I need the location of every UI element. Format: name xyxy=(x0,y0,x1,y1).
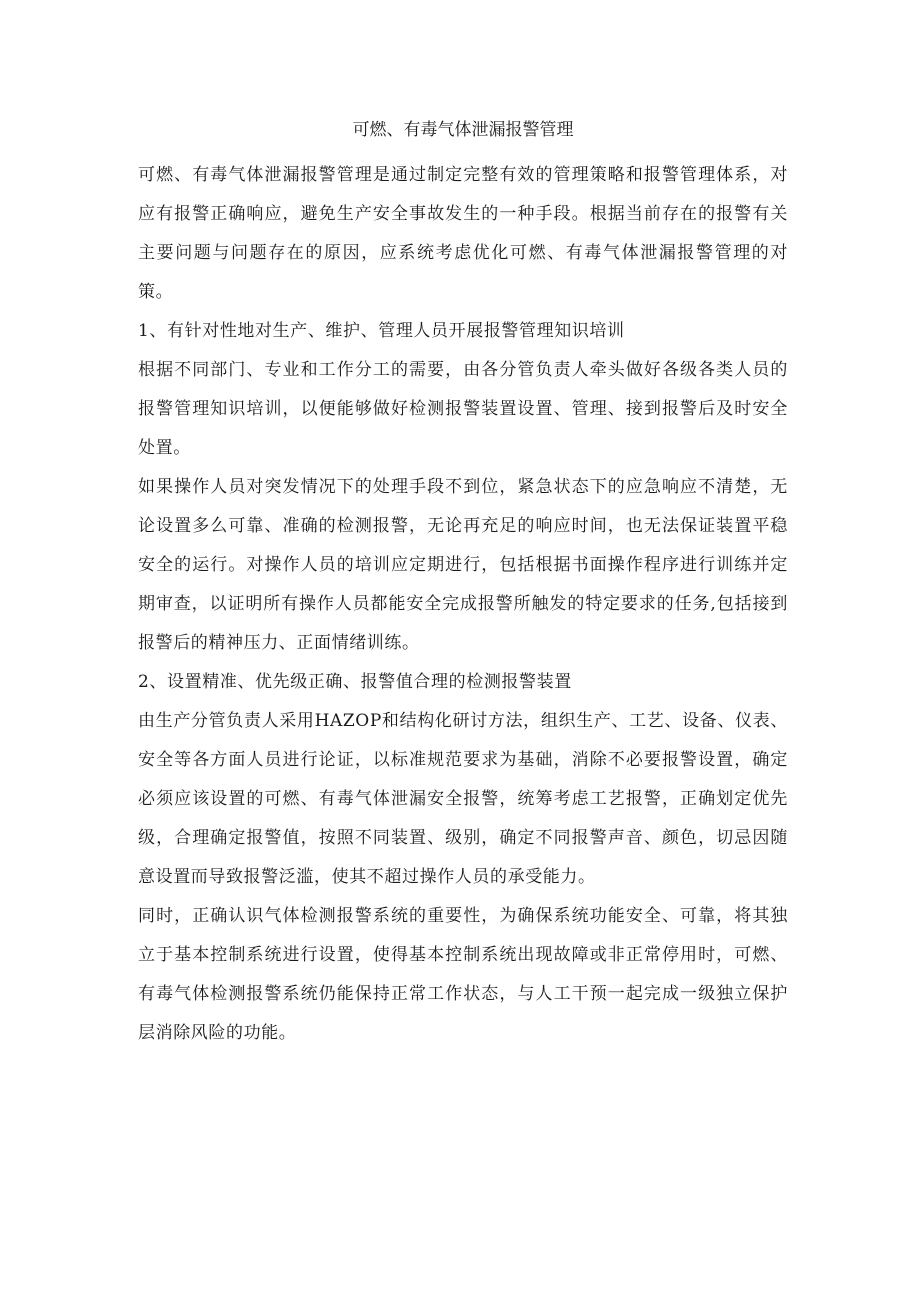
paragraph-independent-system: 同时，正确认识气体检测报警系统的重要性，为确保系统功能安全、可靠，将其独立于基本控制系统进行设置，使得基本控制系统出现故障或非正常停用时，可燃、有毒气体检测报警系统仍能保持正常工作状态，与人工干预一起完成一级独立保护层消除风险的功能。 xyxy=(138,906,788,1043)
paragraph-hazop: 由生产分管负责人采用HAZOP和结构化研讨方法，组织生产、工艺、设备、仪表、安全等各方面人员进行论证，以标准规范要求为基础，消除不必要报警设置，确定必须应该设置的可燃、有毒气体泄漏安全报警，统筹考虑工艺报警，正确划定优先级，合理确定报警值，按照不同装置、级别，确定不同报警声音、颜色，切忌因随意设置而导致报警泛滥，使其不超过操作人员的承受能力。 xyxy=(138,711,788,887)
paragraph-training: 根据不同部门、专业和工作分工的需要，由各分管负责人牵头做好各级各类人员的报警管理知识培训，以便能够做好检测报警装置设置、管理、接到报警后及时安全处置。 xyxy=(138,360,788,458)
paragraph-intro: 可燃、有毒气体泄漏报警管理是通过制定完整有效的管理策略和报警管理体系，对应有报警正确响应，避免生产安全事故发生的一种手段。根据当前存在的报警有关主要问题与问题存在的原因，应系统考虑优化可燃、有毒气体泄漏报警管理的对策。 xyxy=(138,165,788,302)
paragraph-operators: 如果操作人员对突发情况下的处理手段不到位，紧急状态下的应急响应不清楚，无论设置多么可靠、准确的检测报警，无论再充足的响应时间，也无法保证装置平稳安全的运行。对操作人员的培训应定期进行，包括根据书面操作程序进行训练并定期审查，以证明所有操作人员都能安全完成报警所触发的特定要求的任务,包括接到报警后的精神压力、正面情绪训练。 xyxy=(138,477,788,653)
section-heading-1: 1、有针对性地对生产、维护、管理人员开展报警管理知识培训 xyxy=(138,321,625,341)
section-heading-2: 2、设置精准、优先级正确、报警值合理的检测报警装置 xyxy=(138,672,572,692)
document-title: 可燃、有毒气体泄漏报警管理 xyxy=(352,120,574,140)
document-page xyxy=(138,118,788,1053)
